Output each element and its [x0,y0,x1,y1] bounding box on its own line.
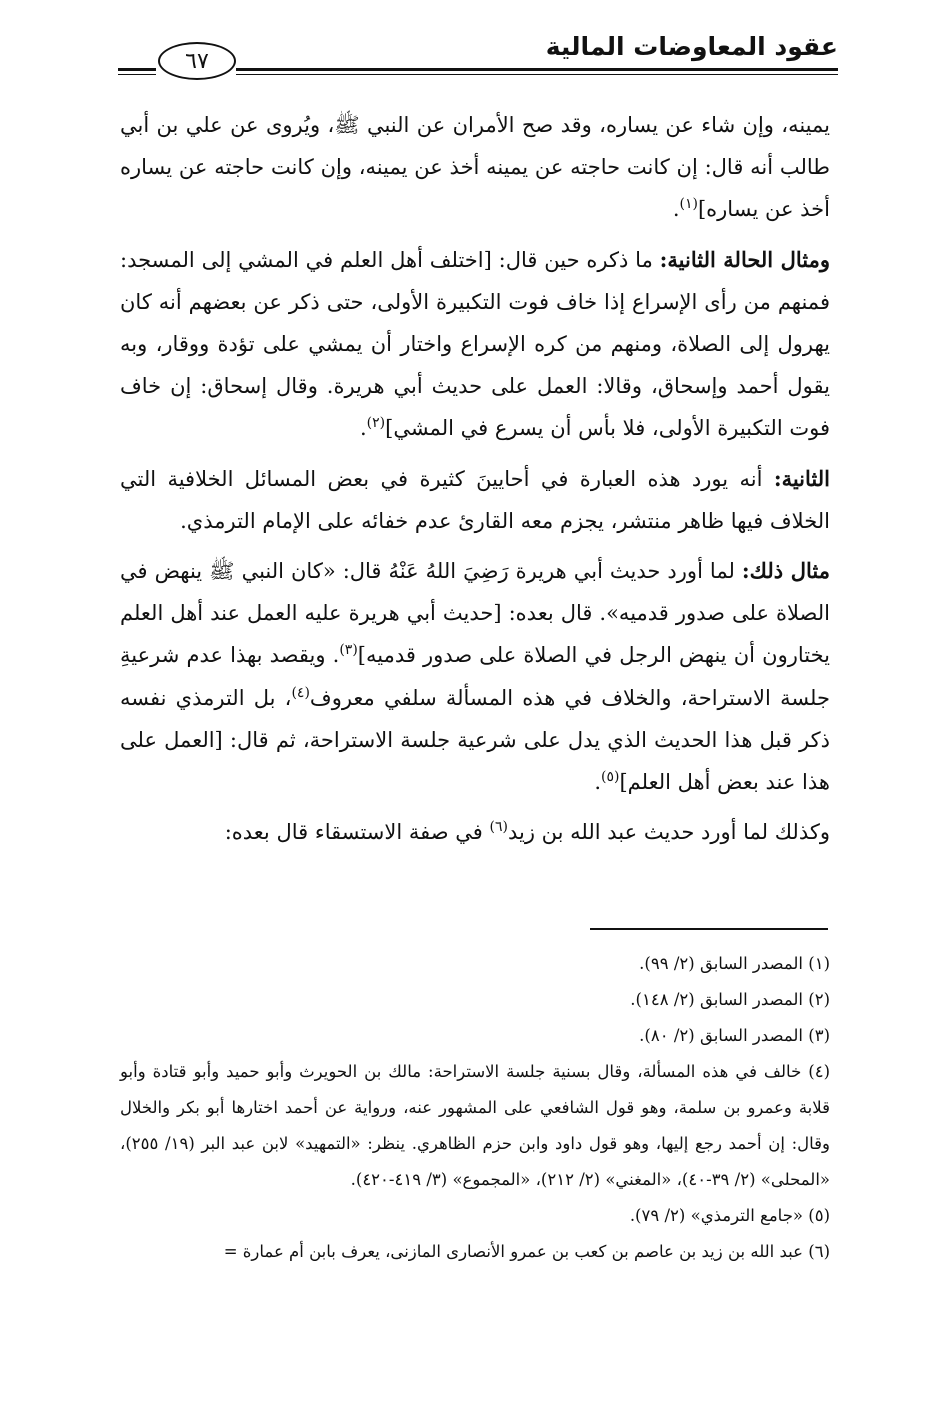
paragraph-text: لما أورد حديث أبي هريرة رَضِيَ اللهُ عَنْهُ قال: «كان النبي ﷺ ينهض في الصلاة على صدور قدميه». قال بعده: [حديث أبي هريرة عليه العمل عند أهل العلم يختارون أن ينهض الرجل في الصلاة على صدور قدميه] [120,559,830,668]
paragraph-lead: مثال ذلك: [741,558,830,584]
footnote-5: (٥) «جامع الترمذي» (٢/ ٧٩). [629,1206,830,1225]
paragraph-text: ما ذكره حين قال: [اختلف أهل العلم في المشي إلى المسجد: فمنهم من رأى الإسراع إذا خاف فوت التكبيرة الأولى، حتى ذكر عن بعضهم أنه كان يهرول إلى الصلاة، ومنهم من كره الإسراع واختار أن يمشي على تؤدة ووقار، وبه يقول أحمد وإسحاق، وقالا: العمل على حديث أبي هريرة. وقال إسحاق: إن خاف فوت التكبيرة الأولى، فلا بأس أن يسرع في المشي] [120,247,830,441]
footnote-1: (١) المصدر السابق (٢/ ٩٩). [639,954,830,973]
paragraph-2: ومثال الحالة الثانية: ما ذكره حين قال: [اختلف أهل العلم في المشي إلى المسجد: فمنهم من رأى الإسراع إذا خاف فوت التكبيرة الأولى، حتى ذكر عن بعضهم أنه كان يهرول إلى الصلاة، ومنهم من كره الإسراع واختار أن يمشي على تؤدة ووقار، وبه يقول أحمد وإسحاق، وقالا: العمل على حديث أبي هريرة. وقال إسحاق: إن خاف فوت التكبيرة الأولى، فلا بأس أن يسرع في المشي]$^{(٢)}$. [120,246,830,441]
footnote-separator [590,928,828,930]
page-header [118,30,838,80]
paragraph-5 [120,811,830,853]
footnote-marker: (٥) [601,769,620,786]
footnote-marker: (٦) [489,819,508,836]
footnote-4: (٤) خالف في هذه المسألة، وقال بسنية جلسة الاستراحة: مالك بن الحويرث وأبو حميد وأبو قتادة وأبو قلابة وعمرو بن سلمة، وهو قول الشافعي على المشهور عنه، ورواية عن أحمد اختارها أبو بكر والخلال وقال: إن أحمد رجع إليها، وهو قول داود وابن حزم الظاهري. ينظر: «التمهيد» لابن عبد البر (١٩/ ٢٥٥)، «المحلى» (٢/ ٣٩-٤٠)، «المغني» (٢/ ٢١٢)، «المجموع» (٣/ ٤١٩-٤٢٠). [120,1062,831,1189]
page-number: ٦٧ [158,42,236,80]
footnote-marker: (٣) [339,642,358,659]
footnote-2: (٢) المصدر السابق (٢/ ١٤٨). [630,990,830,1009]
paragraph-text: في صفة الاستسقاء قال بعده: [224,820,490,845]
footnote-marker: (٤) [291,684,310,701]
main-text [120,104,830,861]
footnote-marker: (١) [679,196,698,213]
paragraph-1: يمينه، وإن شاء عن يساره، وقد صح الأمران عن النبي ﷺ، ويُروى عن علي بن أبي طالب أنه قال: إن كانت حاجته عن يمينه أخذ عن يمينه، وإن كانت حاجته عن يساره أخذ عن يساره]$^{(١)}$. [120,113,830,222]
paragraph-text: أنه يورد هذه العبارة في أحايينَ كثيرة في بعض المسائل الخلافية التي الخلاف فيها ظاهر منتشر، يجزم معه القارئ عدم خفائه على الإمام الترمذي. [120,466,830,533]
footnotes [120,946,830,1270]
paragraph-3 [120,458,830,542]
paragraph-lead: ومثال الحالة الثانية: [659,246,830,272]
footnote-6: (٦) عبد الله بن زيد بن عاصم بن كعب بن عمرو الأنصارى المازنى، يعرف بابن أم عمارة = [223,1242,830,1261]
running-title: عقود المعاوضات المالية [545,32,838,61]
paragraph-text: . ويقصد بهذا عدم شرعيةِ جلسة الاستراحة، والخلاف في هذه المسألة سلفي معروف [120,643,830,710]
footnote-marker: (٢) [366,415,386,432]
paragraph-text: يمينه، وإن شاء عن يساره، وقد صح الأمران عن النبي ﷺ، ويُروى عن علي بن أبي طالب أنه قال: إن كانت حاجته عن يمينه أخذ عن يمينه، وإن كانت حاجته عن يساره أخذ عن يساره] [120,113,830,222]
footnote-3: (٣) المصدر السابق (٢/ ٨٠). [639,1026,830,1045]
paragraph-text: وكذلك لما أورد حديث عبد الله بن زيد [507,820,830,845]
paragraph-4: مثال ذلك: لما أورد حديث أبي هريرة رَضِيَ اللهُ عَنْهُ قال: «كان النبي ﷺ ينهض في الصلاة على صدور قدميه». قال بعده: [حديث أبي هريرة عليه العمل عند أهل العلم يختارون أن ينهض الرجل في الصلاة على صدور قدميه]$^{(٣)}$. ويقصد بهذا عدم شرعيةِ جلسة الاستراحة، والخلاف في هذه المسألة سلفي معروف$^{(٤)}$، بل الترمذي نفسه ذكر قبل هذا الحديث الذي يدل على شرعية جلسة الاستراحة، ثم قال: [العمل على هذا عند بعض أهل العلم]$^{(٥)}$. [120,558,830,795]
paragraph-lead: الثانية: [773,465,830,491]
paragraph-text: ، بل الترمذي نفسه ذكر قبل هذا الحديث الذي يدل على شرعية جلسة الاستراحة، ثم قال: [العمل على هذا عند بعض أهل العلم] [120,685,830,795]
